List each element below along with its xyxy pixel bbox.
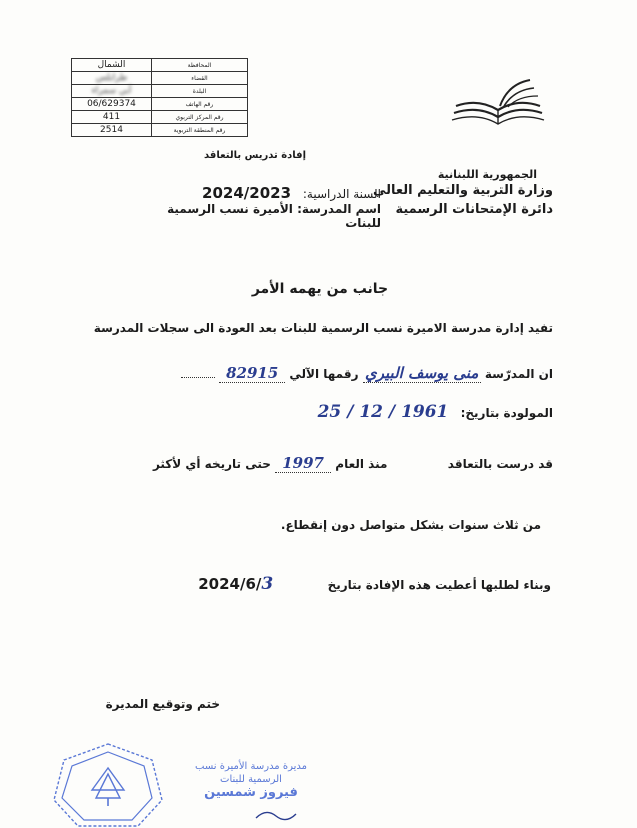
body-line-5: من ثلاث سنوات بشكل متواصل دون إنقطاع. xyxy=(280,518,541,532)
until-text: حتى تاريخه أي لأكثر xyxy=(152,457,271,471)
school-year-row xyxy=(161,184,381,202)
issue-text: وبناء لطلبها أعطيت هذه الإفادة بتاريخ xyxy=(327,578,551,592)
district-label: القضاء xyxy=(151,72,247,85)
school-year-value: 2024/2023 xyxy=(202,184,292,202)
region-number-value: 2514 xyxy=(72,124,152,137)
town-value: أبي سمراء xyxy=(72,85,152,98)
school-year-label: السنة الدراسية: xyxy=(302,187,381,201)
center-number-value: 411 xyxy=(72,111,152,124)
phone-value: 06/629374 xyxy=(72,98,152,111)
stamp-line-2: الرسمية للبنات xyxy=(220,774,282,785)
dotted-filler xyxy=(181,377,215,378)
school-info-table xyxy=(71,58,248,137)
teacher-number: 82915 xyxy=(219,364,285,383)
birth-day: 25 xyxy=(317,402,342,422)
document-type: إفادة تدريس بالتعاقد xyxy=(204,150,306,161)
governorate-label: المحافظة xyxy=(151,59,247,72)
body-line-3 xyxy=(73,402,553,422)
number-label: رقمها الآلي xyxy=(289,367,359,381)
birth-label: المولودة بتاريخ: xyxy=(460,406,553,420)
table-row xyxy=(72,72,248,85)
body-line-2 xyxy=(73,364,553,383)
table-row xyxy=(72,85,248,98)
ministry-name: وزارة التربية والتعليم العالي xyxy=(372,183,553,198)
recipient-heading: جانب من يهمه الأمر xyxy=(251,281,389,297)
ministry-book-logo xyxy=(448,76,548,128)
principal-stamp xyxy=(186,760,316,799)
town-label: البلدة xyxy=(151,85,247,98)
signature-label: ختم وتوقيع المديرة xyxy=(105,697,220,711)
table-row xyxy=(72,111,248,124)
school-name-label: اسم المدرسة: xyxy=(297,202,381,216)
table-row xyxy=(72,98,248,111)
signature-scribble xyxy=(254,804,302,824)
directorate-name: دائرة الإمتحانات الرسمية xyxy=(395,202,553,217)
teacher-label: ان المدرّسة xyxy=(484,367,553,381)
contract-label: قد درست بالتعاقد xyxy=(447,457,553,471)
since-year: 1997 xyxy=(275,454,331,473)
birth-year: 1961 xyxy=(401,402,449,422)
table-row xyxy=(72,124,248,137)
governorate-value: الشمال xyxy=(72,59,152,72)
center-number-label: رقم المركز التربوي xyxy=(151,111,247,124)
school-name-value: الأميرة نسب الرسمية للبنات xyxy=(167,202,381,230)
issue-date-printed: 2024/6/ xyxy=(198,575,262,593)
birth-month: 12 xyxy=(359,402,383,422)
body-line-6 xyxy=(91,574,551,594)
stamp-line-1: مديرة مدرسة الأميرة نسب xyxy=(195,761,307,772)
stamp-line-3: فيروز شمسين xyxy=(204,785,298,800)
teacher-name: منى يوسف البيري xyxy=(363,364,481,383)
district-value: طرابلس xyxy=(72,72,152,85)
school-name-row xyxy=(151,202,381,230)
issue-day: 3 xyxy=(261,574,274,594)
region-number-label: رقم المنطقة التربوية xyxy=(151,124,247,137)
birth-date: 25 / 12 / 1961 xyxy=(317,402,449,422)
phone-label: رقم الهاتف xyxy=(151,98,247,111)
republic-name: الجمهورية اللبنانية xyxy=(437,168,537,181)
since-label: منذ العام xyxy=(335,457,388,471)
issue-date xyxy=(198,575,273,593)
body-line-1: تفيد إدارة مدرسة الاميرة نسب الرسمية للبنات بعد العودة الى سجلات المدرسة xyxy=(93,321,553,335)
body-line-4 xyxy=(73,454,553,473)
table-row xyxy=(72,59,248,72)
school-stamp-seal xyxy=(48,740,168,828)
